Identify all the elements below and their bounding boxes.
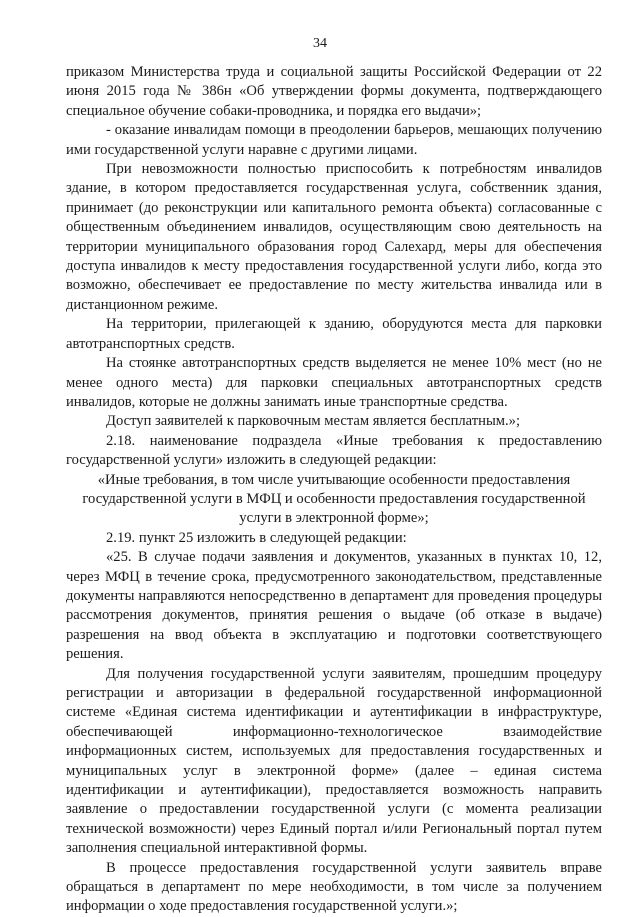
page-number: 34 — [313, 36, 327, 51]
paragraph-item-2-18: 2.18. наименование подраздела «Иные требования к предоставлению государственной услуги» изложить в следующей редакции: — [66, 432, 602, 469]
paragraph-progress-information: В процессе предоставления государственной услуги заявитель вправе обращаться в департамент по мере необходимости, в том числе за получением информации о ходе предоставления государственной услуги.»; — [66, 859, 602, 915]
paragraph-assistance-item: - оказание инвалидам помощи в преодолении барьеров, мешающих получению ими государственной услуги наравне с другими лицами. — [66, 122, 602, 158]
paragraph-parking-allocation: На стоянке автотранспортных средств выделяется не менее 10% мест (но не менее одного места) для парковки специальных автотранспортных средств инвалидов, которые не должны занимать иные транспортные средства. — [66, 355, 602, 410]
paragraph-parking-free: Доступ заявителей к парковочным местам является бесплатным.»; — [106, 413, 520, 430]
document-body — [66, 63, 602, 917]
paragraph-parking-territory: На территории, прилегающей к зданию, оборудуются места для парковки автотранспортных средств. — [66, 316, 602, 352]
paragraph-building-access: При невозможности полностью приспособить к потребностям инвалидов здание, в котором предоставляется государственная услуга, собственник здания, принимает (до реконструкции или капитального ремонта объекта) согласованные с общественным объединением инвалидов, осуществляющим свою деятельность на территории муниципального образования город Салехард, меры для обеспечения доступа инвалидов к месту предоставления государственной услуги либо, когда это возможно, обеспечивает ее предоставление по месту жительства инвалида или в дистанционном режиме. — [66, 161, 602, 313]
paragraph-point-25: «25. В случае подачи заявления и документов, указанных в пунктах 10, 12, через МФЦ в течение срока, предусмотренного законодательством, представленные документы направляются непосредственно в департамент для проведения процедуры рассмотрения документов, принятия решения о выдаче (об отказе в выдаче) разрешения на ввод объекта в эксплуатацию и подготовки соответствующего решения. — [66, 549, 602, 663]
subsection-heading: «Иные требования, в том числе учитывающие особенности предоставления государственной услуги в МФЦ и особенности предоставления государственной услуги в электронной форме»; — [82, 471, 586, 527]
paragraph-electronic-application: Для получения государственной услуги заявителям, прошедшим процедуру регистрации и авторизации в федеральной государственной информационной системе «Единая система идентификации и аутентификации в инфраструктуре, обеспечивающей информационно-технологическое взаимодействие информационных систем, используемых для предоставления государственных и муниципальных услуг в электронной форме» (далее – единая система идентификации и аутентификации), предоставляется возможность направить заявление о предоставлении государственной услуги (с момента реализации технической возможности) через Единый портал и/или Региональный портал путем заполнения специальной интерактивной формы. — [66, 665, 602, 857]
paragraph-order-reference: приказом Министерства труда и социальной защиты Российской Федерации от 22 июня 2015 года № 386н «Об утверждении формы документа, подтверждающего специальное обучение собаки-проводника, и порядка его выдачи»; — [66, 64, 602, 119]
paragraph-item-2-19: 2.19. пункт 25 изложить в следующей редакции: — [106, 529, 407, 546]
